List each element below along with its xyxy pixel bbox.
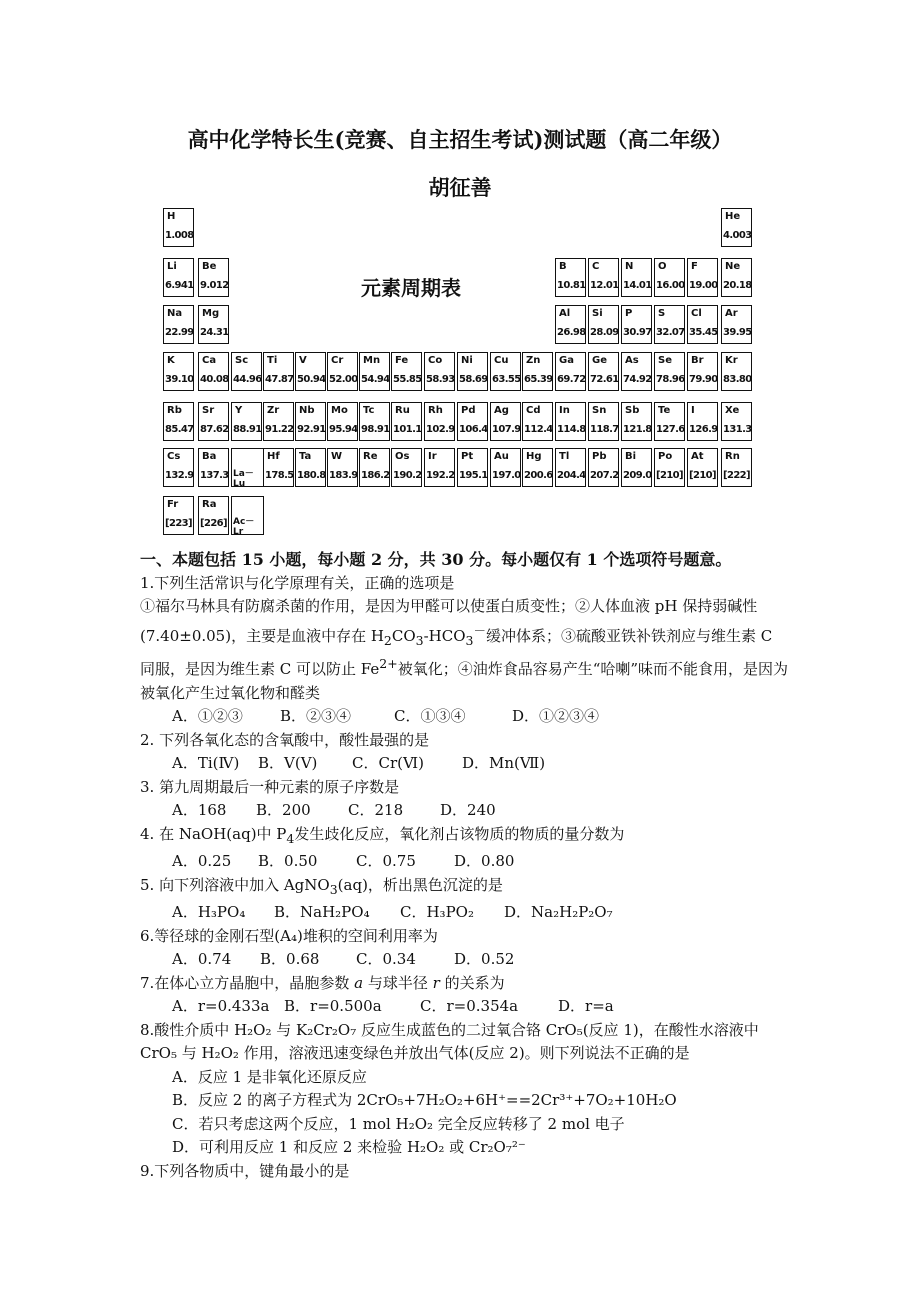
element-cell-xe	[721, 402, 752, 441]
element-cell-ne	[721, 258, 752, 297]
element-mass: 88.91	[233, 424, 262, 435]
element-mass: 186.2	[361, 470, 390, 481]
element-mass: 204.4	[557, 470, 586, 481]
element-mass: [222]	[723, 470, 751, 481]
element-symbol: Cd	[526, 405, 541, 416]
q8-option-a: A．反应 1 是非氧化还原反应	[172, 1067, 367, 1086]
element-symbol: Li	[167, 261, 177, 272]
element-symbol: Ra	[202, 499, 217, 510]
element-mass: 58.69	[459, 374, 488, 385]
element-mass: 20.18	[723, 280, 752, 291]
element-mass: 195.1	[459, 470, 488, 481]
element-mass: 12.01	[590, 280, 619, 291]
element-symbol: I	[691, 405, 695, 416]
element-cell-tc	[359, 402, 390, 441]
element-mass: [210]	[656, 470, 684, 481]
element-cell-pb	[588, 448, 619, 487]
periodic-table-heading: 元素周期表	[361, 276, 461, 300]
element-symbol: At	[691, 451, 704, 462]
element-mass: [226]	[200, 518, 228, 529]
element-cell-ra	[198, 496, 229, 535]
q6-stem: 6.等径球的金刚石型(A₄)堆积的空间利用率为	[140, 926, 438, 945]
element-mass: 107.9	[492, 424, 521, 435]
element-symbol: F	[691, 261, 698, 272]
element-symbol: Rn	[725, 451, 740, 462]
element-cell-mg	[198, 305, 229, 344]
q3-stem: 3. 第九周期最后一种元素的原子序数是	[140, 777, 400, 796]
element-symbol: Rh	[428, 405, 443, 416]
element-mass: 72.61	[590, 374, 619, 385]
element-mass: 102.9	[426, 424, 455, 435]
element-mass: 50.94	[297, 374, 326, 385]
element-cell-ag	[490, 402, 521, 441]
element-cell-k	[163, 352, 194, 391]
element-cell-bi	[621, 448, 652, 487]
element-mass: 131.3	[723, 424, 752, 435]
element-mass: 9.012	[200, 280, 229, 291]
element-cell-tl	[555, 448, 586, 487]
element-mass: 55.85	[393, 374, 422, 385]
element-cell-kr	[721, 352, 752, 391]
q1-text: ①福尔马林具有防腐杀菌的作用，是因为甲醛可以使蛋白质变性；②人体血液 pH 保持弱碱性(7.40±0.05)，主要是血液中存在 $H_2CO_3-HCO_3^-$缓冲体系；③硫酸亚铁补铁剂应与维生素 C 同服，是因为维生素 C 可以防止 $Fe^{2+}$被氧化；④油炸食品容易产生“哈喇”味而不能食用，是因为被氧化产生过氧化物和醛类	[140, 597, 789, 702]
element-symbol: Nb	[299, 405, 315, 416]
element-mass: 98.91	[361, 424, 390, 435]
element-symbol: V	[299, 355, 307, 366]
element-mass: 35.45	[689, 327, 718, 338]
element-symbol: Fr	[167, 499, 179, 510]
q1-options: A．①②③ B．②③④ C．①③④ D．①②③④	[172, 707, 600, 725]
element-symbol: O	[658, 261, 667, 272]
element-symbol: Co	[428, 355, 443, 366]
element-symbol: N	[625, 261, 634, 272]
element-symbol: Fe	[395, 355, 409, 366]
element-cell-rn	[721, 448, 752, 487]
element-cell-f	[687, 258, 718, 297]
element-mass: 207.2	[590, 470, 619, 481]
element-cell-ge	[588, 352, 619, 391]
element-cell-ba	[198, 448, 229, 487]
element-cell-sb	[621, 402, 652, 441]
q4-options: A．0.25 B．0.50 C．0.75 D．0.80	[172, 852, 515, 870]
element-symbol: Be	[202, 261, 217, 272]
element-symbol: Pb	[592, 451, 607, 462]
element-cell-po	[654, 448, 685, 487]
element-cell-h	[163, 208, 194, 247]
element-mass: 106.4	[459, 424, 488, 435]
element-cell-ti	[263, 352, 294, 391]
element-mass: 40.08	[200, 374, 229, 385]
element-symbol: Tc	[363, 405, 375, 416]
element-symbol: Cu	[494, 355, 509, 366]
element-mass: 126.9	[689, 424, 718, 435]
element-mass: 87.62	[200, 424, 229, 435]
element-symbol: Sb	[625, 405, 640, 416]
element-cell-rb	[163, 402, 194, 441]
element-mass: 63.55	[492, 374, 521, 385]
element-mass: 85.47	[165, 424, 194, 435]
element-mass: 180.8	[297, 470, 326, 481]
element-symbol: Mo	[331, 405, 348, 416]
element-mass: 200.6	[524, 470, 553, 481]
element-symbol: Ir	[428, 451, 437, 462]
element-mass: 114.8	[557, 424, 586, 435]
element-mass: 101.1	[393, 424, 422, 435]
element-symbol: Zr	[267, 405, 280, 416]
element-symbol: S	[658, 308, 666, 319]
element-cell-i	[687, 402, 718, 441]
element-symbol: P	[625, 308, 633, 319]
element-symbol: Ca	[202, 355, 217, 366]
element-symbol: Re	[363, 451, 378, 462]
element-mass: 58.93	[426, 374, 455, 385]
element-cell-ir	[424, 448, 455, 487]
element-symbol: Pt	[461, 451, 474, 462]
element-cell-p	[621, 305, 652, 344]
element-mass: 183.9	[329, 470, 358, 481]
element-cell-ca	[198, 352, 229, 391]
element-cell-hg	[522, 448, 553, 487]
element-symbol: Ge	[592, 355, 607, 366]
element-mass: 132.9	[165, 470, 194, 481]
element-cell-sr	[198, 402, 229, 441]
element-symbol: B	[559, 261, 567, 272]
element-mass: 209.0	[623, 470, 652, 481]
element-cell-zn	[522, 352, 553, 391]
element-cell-fe	[391, 352, 422, 391]
element-mass: 192.2	[426, 470, 455, 481]
element-mass: 26.98	[557, 327, 586, 338]
element-symbol: In	[559, 405, 570, 416]
element-cell-cl	[687, 305, 718, 344]
q9-stem: 9.下列各物质中，键角最小的是	[140, 1161, 350, 1180]
question-section	[140, 548, 790, 1183]
element-cell-se	[654, 352, 685, 391]
element-cell-ga	[555, 352, 586, 391]
element-mass: 92.91	[297, 424, 326, 435]
element-cell-os	[391, 448, 422, 487]
element-symbol: Kr	[725, 355, 738, 366]
element-symbol: Se	[658, 355, 672, 366]
page-title: 高中化学特长生(竞赛、自主招生考试)测试题（高二年级）	[187, 127, 733, 152]
element-mass: 19.00	[689, 280, 718, 291]
element-cell-aclr	[231, 496, 264, 535]
element-symbol: K	[167, 355, 175, 366]
element-symbol: Rb	[167, 405, 182, 416]
element-mass: 32.07	[656, 327, 685, 338]
element-mass: 14.01	[623, 280, 652, 291]
q7-options: A．r=0.433a B．r=0.500a C．r=0.354a D．r=a	[172, 997, 614, 1015]
element-symbol: Tl	[559, 451, 570, 462]
element-symbol: Ne	[725, 261, 741, 272]
element-symbol: Al	[559, 308, 571, 319]
q7-stem: 7.在体心立方晶胞中，晶胞参数 a 与球半径 r 的关系为	[140, 973, 505, 992]
element-mass: 121.8	[623, 424, 652, 435]
q8-option-d: D．可利用反应 1 和反应 2 来检验 H₂O₂ 或 Cr₂O₇²⁻	[172, 1138, 526, 1156]
author-name: 胡征善	[428, 175, 492, 200]
element-mass: 197.0	[492, 470, 521, 481]
q8-option-c: C．若只考虑这两个反应，1 mol H₂O₂ 完全反应转移了 2 mol 电子	[172, 1114, 625, 1133]
q5-options: A．H₃PO₄ B．NaH₂PO₄ C．H₃PO₂ D．Na₂H₂P₂O₇	[172, 903, 613, 921]
element-cell-sc	[231, 352, 262, 391]
element-symbol: Ga	[559, 355, 574, 366]
element-cell-mn	[359, 352, 390, 391]
element-cell-c	[588, 258, 619, 297]
element-symbol: W	[331, 451, 343, 462]
element-cell-nb	[295, 402, 326, 441]
element-symbol: Ar	[725, 308, 738, 319]
element-cell-au	[490, 448, 521, 487]
q8-stem: 8.酸性介质中 H₂O₂ 与 K₂Cr₂O₇ 反应生成蓝色的二过氧合铬 CrO₅(反应 1)，在酸性水溶液中 CrO₅ 与 H₂O₂ 作用，溶液迅速变绿色并放出气体(反应 2)。则下列说法不正确的是	[140, 1020, 759, 1062]
element-mass: 65.39	[524, 374, 553, 385]
element-mass: 190.2	[393, 470, 422, 481]
element-cell-v	[295, 352, 326, 391]
element-mass: 24.31	[200, 327, 229, 338]
element-symbol: H	[167, 211, 176, 222]
element-symbol: Cs	[167, 451, 181, 462]
element-cell-ar	[721, 305, 752, 344]
element-cell-rh	[424, 402, 455, 441]
element-mass: 118.7	[590, 424, 619, 435]
q2-stem: 2. 下列各氧化态的含氧酸中，酸性最强的是	[140, 730, 430, 749]
element-cell-zr	[263, 402, 294, 441]
element-cell-mo	[327, 402, 358, 441]
element-cell-ta	[295, 448, 326, 487]
element-cell-te	[654, 402, 685, 441]
element-cell-in	[555, 402, 586, 441]
element-cell-na	[163, 305, 194, 344]
q3-options: A．168 B．200 C．218 D．240	[172, 801, 496, 819]
element-cell-fr	[163, 496, 194, 535]
element-mass: 79.90	[689, 374, 718, 385]
element-symbol: Ta	[299, 451, 312, 462]
element-symbol: Na	[167, 308, 183, 319]
element-mass: 127.6	[656, 424, 685, 435]
element-mass: 47.87	[265, 374, 294, 385]
element-cell-br	[687, 352, 718, 391]
q2-options: A．Ti(Ⅳ) B．V(Ⅴ) C．Cr(Ⅵ) D．Mn(Ⅶ)	[172, 754, 546, 772]
element-cell-co	[424, 352, 455, 391]
element-symbol: As	[625, 355, 639, 366]
element-symbol: Hf	[267, 451, 280, 462]
q6-options: A．0.74 B．0.68 C．0.34 D．0.52	[172, 950, 515, 968]
element-mass: 22.99	[165, 327, 194, 338]
element-symbol: Y	[235, 405, 243, 416]
element-symbol: Ba	[202, 451, 217, 462]
element-symbol: Cr	[331, 355, 344, 366]
element-mass: 91.22	[265, 424, 294, 435]
element-mass: 1.008	[165, 230, 194, 241]
element-cell-cu	[490, 352, 521, 391]
element-mass: 44.96	[233, 374, 262, 385]
element-cell-o	[654, 258, 685, 297]
element-symbol: Ni	[461, 355, 473, 366]
element-cell-s	[654, 305, 685, 344]
element-mass: 137.3	[200, 470, 229, 481]
element-symbol: Ac－Lr	[233, 517, 255, 537]
element-symbol: Os	[395, 451, 410, 462]
element-mass: 52.00	[329, 374, 358, 385]
element-mass: 39.95	[723, 327, 752, 338]
element-symbol: Cl	[691, 308, 702, 319]
element-mass: 39.10	[165, 374, 194, 385]
element-symbol: Bi	[625, 451, 637, 462]
element-symbol: Ag	[494, 405, 509, 416]
element-cell-cr	[327, 352, 358, 391]
section-heading: 一、本题包括 15 小题，每小题 2 分，共 30 分。每小题仅有 1 个选项符号题意。	[140, 550, 732, 569]
element-symbol: Zn	[526, 355, 541, 366]
element-symbol: Au	[494, 451, 509, 462]
element-symbol: Hg	[526, 451, 542, 462]
element-mass: 10.81	[557, 280, 586, 291]
element-symbol: Xe	[725, 405, 740, 416]
element-mass: [210]	[689, 470, 717, 481]
element-mass: 178.5	[265, 470, 294, 481]
element-mass: 28.09	[590, 327, 619, 338]
element-symbol: Sr	[202, 405, 215, 416]
element-symbol: Te	[658, 405, 671, 416]
element-mass: 4.003	[723, 230, 752, 241]
element-cell-lalu	[231, 448, 264, 487]
element-cell-b	[555, 258, 586, 297]
element-cell-at	[687, 448, 718, 487]
element-mass: 95.94	[329, 424, 358, 435]
element-symbol: C	[592, 261, 600, 272]
element-cell-pt	[457, 448, 488, 487]
element-mass: 74.92	[623, 374, 652, 385]
element-cell-be	[198, 258, 229, 297]
element-cell-sn	[588, 402, 619, 441]
element-cell-al	[555, 305, 586, 344]
element-cell-ru	[391, 402, 422, 441]
element-cell-he	[721, 208, 752, 247]
q8-option-b: B．反应 2 的离子方程式为 2CrO₅+7H₂O₂+6H⁺==2Cr³⁺+7O₂+10H₂O	[172, 1091, 677, 1109]
element-cell-as	[621, 352, 652, 391]
element-symbol: Po	[658, 451, 673, 462]
element-cell-cd	[522, 402, 553, 441]
element-mass: 83.80	[723, 374, 752, 385]
element-symbol: Pd	[461, 405, 476, 416]
element-cell-w	[327, 448, 358, 487]
element-mass: 54.94	[361, 374, 390, 385]
element-cell-li	[163, 258, 194, 297]
element-symbol: Ti	[267, 355, 278, 366]
element-mass: 30.97	[623, 327, 652, 338]
element-symbol: Si	[592, 308, 603, 319]
element-cell-si	[588, 305, 619, 344]
element-symbol: Sn	[592, 405, 607, 416]
element-mass: 6.941	[165, 280, 194, 291]
element-mass: 16.00	[656, 280, 685, 291]
element-cell-pd	[457, 402, 488, 441]
periodic-table-image	[163, 208, 761, 538]
element-symbol: Sc	[235, 355, 249, 366]
element-symbol: Mg	[202, 308, 220, 319]
element-mass: 78.96	[656, 374, 685, 385]
q5-stem: 5. 向下列溶液中加入 AgNO$_3$(aq)，析出黑色沉淀的是	[140, 875, 503, 897]
element-cell-re	[359, 448, 390, 487]
element-symbol: La－Lu	[233, 469, 254, 489]
element-symbol: He	[725, 211, 741, 222]
element-mass: 112.4	[524, 424, 553, 435]
element-cell-y	[231, 402, 262, 441]
element-cell-cs	[163, 448, 194, 487]
q4-stem: 4. 在 NaOH(aq)中 $P_4$发生歧化反应，氧化剂占该物质的物质的量分数为	[140, 824, 625, 846]
element-symbol: Mn	[363, 355, 381, 366]
element-cell-ni	[457, 352, 488, 391]
element-mass: 69.72	[557, 374, 586, 385]
q1-stem: 1.下列生活常识与化学原理有关，正确的选项是	[140, 573, 455, 592]
element-symbol: Ru	[395, 405, 410, 416]
element-symbol: Br	[691, 355, 704, 366]
element-cell-hf	[263, 448, 294, 487]
element-cell-n	[621, 258, 652, 297]
element-mass: [223]	[165, 518, 193, 529]
